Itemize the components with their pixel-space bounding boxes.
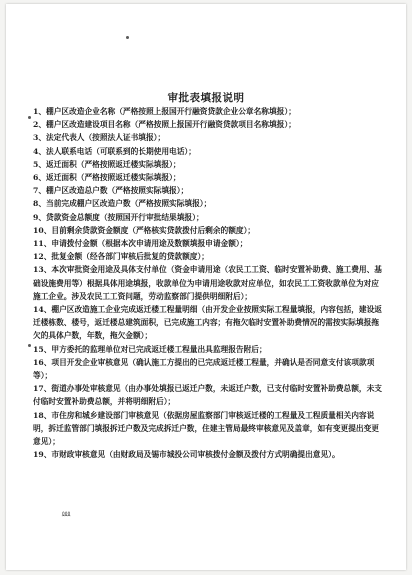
binding-hole — [28, 116, 31, 119]
list-item: 11、申请拨付金额（根据本次申请用途及数额填报申请金额）； — [33, 239, 248, 249]
list-item: 17、街道办事处审核意见（由办事处填报已返迁户数，未返迁户数，已支付临时安置补助费总额，未支付临时安置补助费总额，并将明细附后）； — [33, 384, 382, 407]
list-item: 2、棚户区改造建设项目名称（严格按照上报国开行融资贷款项目名称填报）； — [33, 120, 296, 130]
list-item: 7、棚户区改造总户数（严格按照实际填报）； — [33, 186, 189, 196]
list-item: 5、返迁面积（严格按照返迁楼实际填报）； — [33, 159, 181, 169]
list-item: 1、棚户区改造企业名称（严格按照上报国开行融资贷款企业公章名称填报）； — [33, 107, 296, 116]
margin-mark: ⅏ — [62, 509, 71, 518]
document-title: 审批表填报说明 — [167, 92, 245, 104]
list-item: 19、市财政审核意见（由财政局及锡市城投公司审核拨付金额及拨付方式明确提出意见）。 — [33, 450, 340, 460]
list-item: 9、贷款资金总额度（按照国开行审批结果填报）； — [33, 212, 204, 222]
binding-hole — [28, 344, 31, 347]
list-item: 8、当前完成棚户区改造户数（严格按照实际填报）； — [33, 199, 212, 209]
list-item: 3、法定代表人（按照法人证书填报）； — [33, 133, 166, 143]
list-item: 10、目前剩余贷款资金额度（严格核实贷款拨付后剩余的额度）； — [33, 225, 256, 235]
list-item: 18、市住房和城乡建设部门审核意见（依据房屋监察部门审核返迁楼的工程量及工程质量相关内容说明，拆迁监管部门填报拆迁户数及完成拆迁户数，住建主管局最终审核意见及盖章，如有变更提出变更意见）； — [33, 410, 379, 447]
list-item: 15、甲方委托的监理单位对已完成返迁楼工程量出具监理报告附后； — [33, 344, 267, 354]
list-item: 16、项目开发企业审核意见（确认施工方提出的已完成返迁楼工程量，并确认是否同意支付该项款项等）； — [33, 357, 375, 381]
list-item: 4、法人联系电话（可联系到的长期使用电话）； — [33, 146, 196, 156]
scan-speck — [126, 36, 129, 39]
list-item: 6、返迁面积（严格按照返迁楼实际填报）； — [33, 173, 181, 183]
instructions-list — [33, 105, 386, 461]
list-item: 14、棚户区改造施工企业完成返迁楼工程量明细（由开发企业按照实际工程量填报，内容包括，建设返迁楼栋数、楼号，返迁楼总建筑面积，已完成施工内容；有拖欠临时安置补助费情况的需按实际填报拖欠的具体户数，年数，拖欠金额）； — [33, 305, 382, 341]
document-page — [6, 4, 406, 570]
list-item: 12、批复金额（经各部门审核后批复的贷款额度）； — [33, 252, 209, 262]
list-item: 13、本次审批资金用途及具体支付单位（资金申请用途（农民工工资、临时安置补助费、施工费用、基础设施费用等）根据具体用途填报，收款单位为申请用途收款对应单位，如农民工工资收款单位为对应施工企业。涉及农民工工资问题，劳动监察部门提供明细附后）； — [33, 265, 382, 301]
